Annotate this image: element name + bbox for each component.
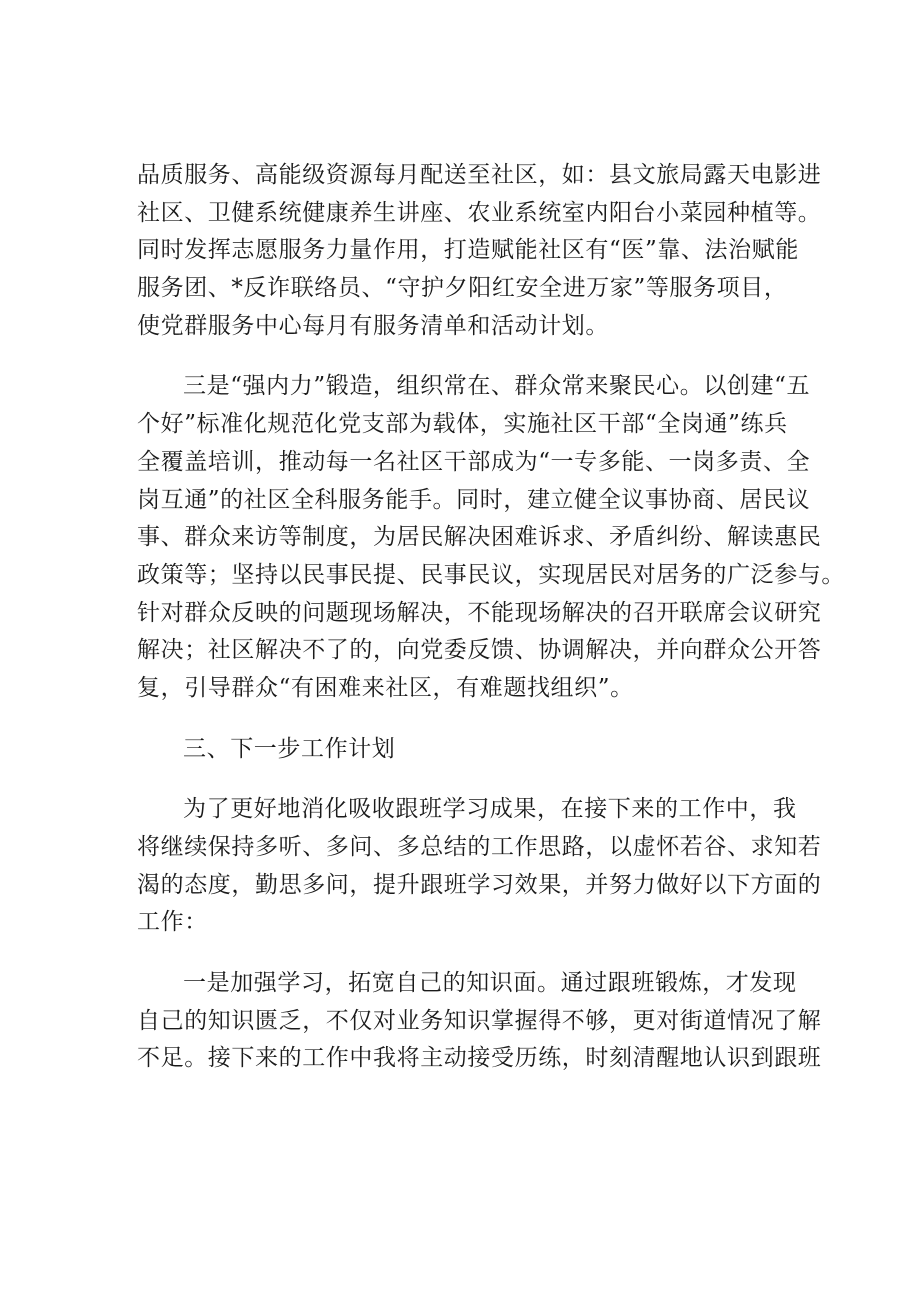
paragraph-gap <box>137 708 797 731</box>
text-line: 社区、卫健系统健康养生讲座、农业系统室内阳台小菜园种植等。 <box>137 199 822 226</box>
text-line: 岗互通”的社区全科服务能手。同时，建立健全议事协商、居民议 <box>137 486 811 513</box>
text-line: 解决；社区解决不了的，向党委反馈、协调解决，并向群众公开答 <box>137 637 822 664</box>
text-line: 自己的知识匮乏，不仅对业务知识掌握得不够，更对街道情况了解 <box>137 1007 822 1034</box>
text-line: 服务团、*反诈联络员、“守护夕阳红安全进万家”等服务项目， <box>137 275 788 302</box>
paragraph-inner-strength <box>137 368 845 707</box>
text-line: 复，引导群众“有困难来社区，有难题找组织”。 <box>137 674 634 701</box>
paragraph-gap <box>137 768 797 791</box>
paragraph-gap <box>137 345 797 368</box>
text-line: 不足。接下来的工作中我将主动接受历练，时刻清醒地认识到跟班 <box>137 1045 822 1072</box>
text-line: 将继续保持多听、多问、多总结的工作思路，以虚怀若谷、求知若 <box>137 834 822 860</box>
text-line: 全覆盖培训，推动每一名社区干部成为“一专多能、一岗多责、全 <box>137 448 811 475</box>
text-line: 一是加强学习，拓宽自己的知识面。通过跟班锻炼，才发现 <box>183 970 797 997</box>
heading-line: 三、下一步工作计划 <box>183 735 396 762</box>
text-line: 政策等；坚持以民事民提、民事民议，实现居民对居务的广泛参与。 <box>137 561 845 588</box>
text-line: 三是“强内力”锻造，组织常在、群众常来聚民心。以创建“五 <box>183 373 811 400</box>
text-line: 个好”标准化规范化党支部为载体，实施社区干部“全岗通”练兵 <box>137 411 788 438</box>
text-line: 工作： <box>137 909 208 936</box>
text-line: 针对群众反映的问题现场解决，不能现场解决的召开联席会议研究 <box>137 599 822 626</box>
document-body <box>137 157 845 1078</box>
text-line: 品质服务、高能级资源每月配送至社区，如：县文旅局露天电影进 <box>137 162 822 188</box>
paragraph-services <box>137 157 822 345</box>
paragraph-learning <box>137 965 822 1078</box>
section-heading <box>137 731 797 769</box>
text-line: 同时发挥志愿服务力量作用，打造赋能社区有“医”靠、法治赋能 <box>137 237 799 264</box>
paragraph-gap <box>137 942 797 965</box>
paragraph-plan-intro <box>137 791 822 942</box>
text-line: 事、群众来访等制度，为居民解决困难诉求、矛盾纠纷、解读惠民 <box>137 524 822 551</box>
text-line: 使党群服务中心每月有服务清单和活动计划。 <box>137 312 609 339</box>
text-line: 渴的态度，勤思多问，提升跟班学习效果，并努力做好以下方面的 <box>137 871 822 898</box>
text-line: 为了更好地消化吸收跟班学习成果，在接下来的工作中，我 <box>183 796 797 823</box>
